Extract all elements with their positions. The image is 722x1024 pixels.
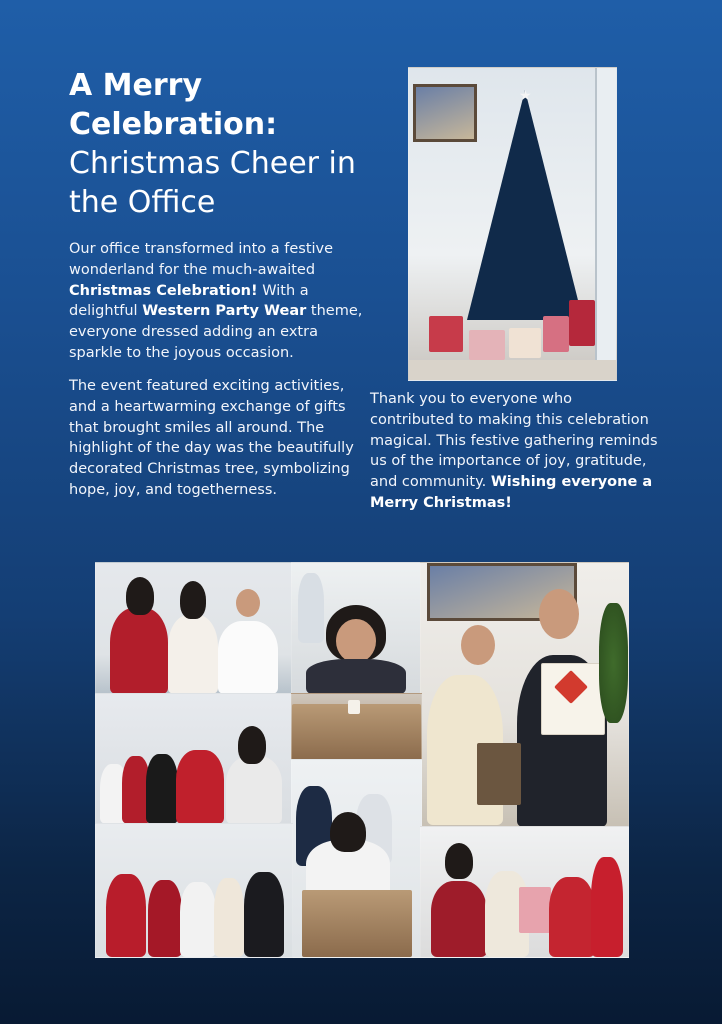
- event-paragraph: The event featured exciting activities, and a heartwarming exchange of gifts that brought smiles all around. The highlight of the day was the beautifully decorated Christmas tree, symbolizing hope, joy, and togetherness.: [69, 378, 354, 498]
- collage-photo-game: [291, 562, 422, 695]
- person: [298, 573, 324, 643]
- intro-text-3: theme, everyone dressed adding an extra sparkle to the joyous occasion.: [69, 303, 363, 361]
- tote-bag: [477, 743, 521, 805]
- person: [431, 881, 487, 957]
- collage-photo-group-photo: [95, 823, 293, 958]
- collage-photo-gift-exchange: [420, 562, 629, 828]
- thanks-text: Thank you to everyone who contributed to making this celebration magical. This festive gathering reminds us of the importance of joy, gratitude, and community.: [370, 391, 658, 491]
- person: [148, 880, 182, 957]
- person-head: [236, 589, 260, 617]
- floor: [409, 360, 616, 380]
- intro-bold-1: Christmas Celebration!: [69, 282, 258, 299]
- title-subtitle: Christmas Cheer in the Office: [69, 146, 356, 220]
- page-title: [69, 66, 389, 222]
- person: [244, 872, 284, 957]
- thanks-bold: Wishing everyone a Merry Christmas!: [370, 474, 653, 511]
- person: [168, 615, 218, 694]
- person-hair: [126, 577, 154, 615]
- person: [106, 874, 146, 957]
- intro-text-2: With a delightful: [69, 282, 309, 320]
- person: [110, 608, 168, 694]
- person: [226, 756, 282, 824]
- person: [176, 750, 224, 824]
- person: [214, 878, 244, 957]
- thanks-paragraph: [370, 389, 660, 514]
- person: [218, 621, 278, 694]
- gift-box: [569, 300, 595, 346]
- plant: [599, 603, 628, 723]
- person-hair: [330, 812, 366, 852]
- gift-box: [543, 316, 569, 352]
- person: [146, 754, 178, 824]
- person: [549, 877, 595, 957]
- collage-photo-table-game: [291, 693, 422, 761]
- star-icon: ★: [519, 88, 532, 104]
- gift-box: [429, 316, 463, 352]
- intro-bold-2: Western Party Wear: [142, 303, 307, 320]
- window-frame: [595, 68, 617, 380]
- person: [180, 882, 216, 957]
- collage-photo-group-selfie: [95, 693, 293, 825]
- collage-photo-winners: [420, 826, 629, 958]
- collage-photo-competition: [291, 759, 422, 958]
- person: [591, 857, 623, 957]
- tree-shape: [467, 90, 583, 320]
- collage-photo-group-toast: [95, 562, 293, 695]
- christmas-tree-photo: [408, 67, 617, 381]
- person-head: [336, 619, 376, 663]
- wooden-table: [302, 890, 412, 957]
- title-bold: A Merry Celebration:: [69, 68, 278, 142]
- person-head: [539, 589, 579, 639]
- gift-box: [509, 328, 541, 358]
- person-hair: [445, 843, 473, 879]
- person-head: [461, 625, 495, 665]
- person-hair: [180, 581, 206, 619]
- gift-box: [469, 330, 505, 360]
- person: [306, 659, 406, 694]
- gift-bag: [519, 887, 551, 933]
- cup-stack: [348, 700, 360, 714]
- intro-text-1: Our office transformed into a festive wonderland for the much-awaited: [69, 241, 334, 278]
- intro-paragraph: [69, 239, 369, 364]
- person-hair: [238, 726, 266, 764]
